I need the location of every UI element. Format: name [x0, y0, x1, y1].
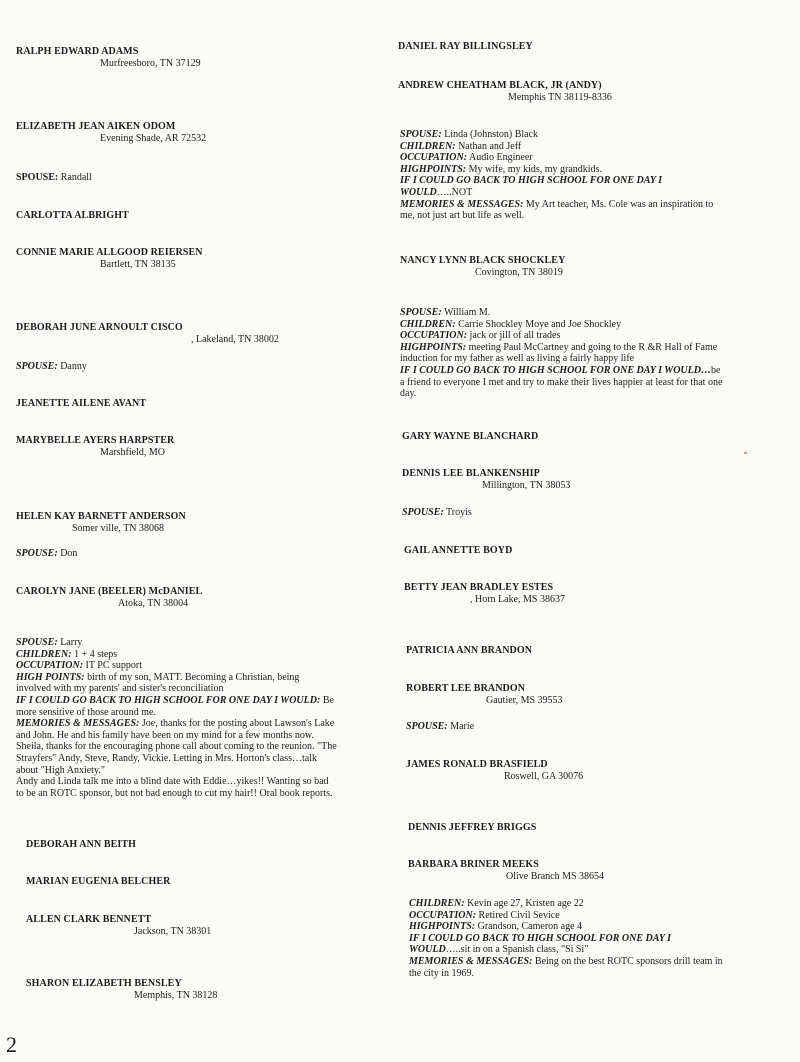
entry-black-jr — [398, 80, 760, 103]
entry-name: BETTY JEAN BRADLEY ESTES — [404, 582, 554, 593]
occupation-label: OCCUPATION: — [409, 909, 477, 921]
entry-spouse — [402, 507, 764, 519]
entry-name: CARLOTTA ALBRIGHT — [16, 210, 129, 221]
entry-name: HELEN KAY BARNETT ANDERSON — [16, 511, 186, 522]
entry-barnett-anderson — [16, 511, 376, 534]
spouse-label: SPOUSE: — [16, 637, 58, 648]
memories-value-6: Andy and Linda talk me into a blind date with Eddie…yikes!! Wanting so bad — [16, 776, 329, 788]
memories-value: Joe, thanks for the posting about Lawson's Lake — [141, 718, 335, 730]
entry-name: JEANETTE AILENE AVANT — [16, 398, 147, 409]
entry-beeler-mcdaniel — [16, 586, 376, 609]
entry-spouse — [16, 361, 376, 373]
entry-name: DEBORAH ANN BEITH — [26, 839, 137, 850]
entry-city: Somer ville, TN 38068 — [72, 522, 165, 534]
spouse-value: Troyis — [446, 507, 472, 518]
occupation-value: Retired Civil Sevice — [478, 909, 560, 921]
occupation-value: jack or jill of all trades — [469, 330, 561, 342]
entry-name: DENNIS LEE BLANKENSHIP — [402, 468, 540, 479]
entry-name: DEBORAH JUNE ARNOULT CISCO — [16, 322, 183, 333]
entry-name: ROBERT LEE BRANDON — [406, 683, 526, 694]
question-label-2: WOULD — [400, 186, 437, 198]
entry-blankenship — [402, 468, 764, 491]
spouse-value: Marie — [450, 721, 475, 732]
entry-beith — [16, 839, 376, 851]
entry-name: CONNIE MARIE ALLGOOD REIERSEN — [16, 247, 203, 258]
entry-bennett — [16, 914, 376, 937]
highpoints-value-2: involved with my parents' and sister's reconciliation — [16, 683, 224, 695]
entry-name: DENNIS JEFFREY BRIGGS — [408, 822, 537, 833]
memories-value-5: about "High Anxiety." — [16, 764, 105, 776]
entry-city: Jackson, TN 38301 — [134, 925, 212, 937]
highpoints-label: HIGHPOINTS: — [409, 921, 476, 933]
entry-arnoult-cisco — [16, 322, 376, 345]
question-answer: Be — [322, 694, 334, 706]
highpoints-label: HIGH POINTS: — [16, 671, 85, 683]
entry-city: Millington, TN 38053 — [482, 479, 571, 491]
entry-black-shockley — [400, 255, 762, 278]
entry-adams — [16, 46, 376, 69]
entry-city: Evening Shade, AR 72532 — [100, 132, 207, 144]
entry-name: NANCY LYNN BLACK SHOCKLEY — [400, 255, 566, 266]
occupation-label: OCCUPATION: — [16, 660, 84, 672]
entry-bensley — [16, 978, 376, 1001]
entry-meeks-details — [409, 898, 771, 979]
entry-name: ELIZABETH JEAN AIKEN ODOM — [16, 121, 176, 132]
highpoints-label: HIGHPOINTS: — [400, 341, 467, 353]
entry-city: Marshfield, MO — [100, 446, 165, 458]
entry-city: Covington, TN 38019 — [475, 266, 563, 278]
question-answer: …..NOT — [436, 186, 473, 198]
entry-city: Bartlett, TN 38135 — [100, 258, 176, 270]
entry-city: , Horn Lake, MS 38637 — [470, 593, 565, 605]
entry-briner-meeks — [408, 859, 770, 882]
entry-city: Gautier, MS 39553 — [486, 694, 563, 706]
spouse-label: SPOUSE: — [402, 507, 444, 518]
question-answer: …..sit in on a Spanish class, "Si Si" — [445, 944, 589, 956]
spouse-label: SPOUSE: — [16, 361, 58, 372]
spouse-label: SPOUSE: — [406, 721, 448, 732]
entry-brasfield — [406, 759, 768, 782]
spouse-label: SPOUSE: — [16, 172, 59, 183]
memories-value-3: Sheila, thanks for the encouraging phone call about coming to the reunion. "The — [16, 741, 337, 753]
question-answer-2: a friend to everyone I met and try to make their lives happier at least for that one — [400, 376, 723, 388]
memories-value-2: the city in 1969. — [409, 967, 474, 979]
entry-name: RALPH EDWARD ADAMS — [16, 46, 139, 57]
entry-billingsley — [398, 41, 760, 53]
entry-name: MARIAN EUGENIA BELCHER — [26, 876, 171, 887]
highpoints-value: My wife, my kids, my grandkids. — [468, 163, 602, 175]
entry-name: JAMES RONALD BRASFIELD — [406, 759, 548, 770]
question-label: IF I COULD GO BACK TO HIGH SCHOOL FOR ONE DAY I WOULD: — [16, 694, 321, 706]
memories-label: MEMORIES & MESSAGES: — [400, 198, 524, 210]
entry-black-details — [400, 129, 762, 222]
entry-briggs — [408, 822, 770, 834]
entry-name: ANDREW CHEATHAM BLACK, JR (ANDY) — [398, 80, 602, 91]
children-value: Nathan and Jeff — [458, 140, 522, 152]
entry-blanchard — [402, 431, 764, 443]
children-label: CHILDREN: — [409, 898, 465, 909]
spouse-label: SPOUSE: — [16, 548, 58, 559]
memories-value: My Art teacher, Ms. Cole was an inspiration to — [525, 198, 714, 210]
question-answer-3: day. — [400, 388, 417, 400]
entry-boyd — [404, 545, 766, 557]
memories-value: Being on the best ROTC sponsors drill team in — [534, 955, 723, 967]
entry-name: CAROLYN JANE (BEELER) McDANIEL — [16, 586, 203, 597]
scan-speck — [744, 452, 747, 454]
children-label: CHILDREN: — [400, 140, 456, 152]
entry-city: Roswell, GA 30076 — [504, 770, 584, 782]
entry-city: Olive Branch MS 38654 — [506, 870, 605, 882]
spouse-value: Larry — [60, 637, 83, 648]
memories-value-2: and John. He and his family have been on my mind for a few months now. — [16, 729, 314, 741]
entry-spouse — [406, 721, 768, 733]
spouse-value: Danny — [60, 361, 87, 372]
memories-label: MEMORIES & MESSAGES: — [16, 718, 140, 730]
spouse-value: Don — [60, 548, 78, 559]
entry-city: , Lakeland, TN 38002 — [191, 333, 279, 345]
question-label: IF I COULD GO BACK TO HIGH SCHOOL FOR ONE DAY I WOULD… — [400, 364, 711, 376]
entry-name: PATRICIA ANN BRANDON — [406, 645, 533, 656]
highpoints-label: HIGHPOINTS: — [400, 163, 467, 175]
entry-bradley-estes — [404, 582, 766, 605]
memories-value-2: me, not just art but life as well. — [400, 210, 525, 222]
question-answer-2: more sensitive of those around me. — [16, 706, 156, 718]
children-value: Kevin age 27, Kristen age 22 — [467, 898, 584, 909]
entry-name: GAIL ANNETTE BOYD — [404, 545, 513, 556]
entry-allgood-reiersen — [16, 247, 376, 270]
entry-city: Atoka, TN 38004 — [118, 597, 189, 609]
memories-value-7: to be an ROTC sponsor, but not bad enough to cut my hair!! Oral book reports. — [16, 787, 333, 799]
entry-name: GARY WAYNE BLANCHARD — [402, 431, 539, 442]
children-label: CHILDREN: — [400, 318, 456, 330]
spouse-label: SPOUSE: — [400, 129, 442, 140]
occupation-label: OCCUPATION: — [400, 330, 468, 342]
entry-spouse — [16, 548, 376, 560]
entry-avant — [16, 398, 376, 410]
spouse-label: SPOUSE: — [400, 307, 442, 318]
question-label-2: WOULD — [409, 944, 446, 956]
highpoints-value: Grandson, Cameron age 4 — [477, 921, 583, 933]
entry-albright — [16, 210, 376, 222]
entry-robert-brandon — [406, 683, 768, 706]
entry-belcher — [16, 876, 376, 888]
question-label: IF I COULD GO BACK TO HIGH SCHOOL FOR ONE DAY I — [400, 175, 662, 187]
spouse-value: Linda (Johnston) Black — [444, 129, 539, 140]
spouse-value: William M. — [444, 307, 491, 318]
entry-name: BARBARA BRINER MEEKS — [408, 859, 539, 870]
entry-name: DANIEL RAY BILLINGSLEY — [398, 41, 533, 52]
entry-city: Murfreesboro, TN 37129 — [100, 57, 201, 69]
children-value: Carrie Shockley Moye and Joe Shockley — [458, 318, 622, 330]
question-label: IF I COULD GO BACK TO HIGH SCHOOL FOR ONE DAY I — [409, 932, 671, 944]
children-value: 1 + 4 steps — [74, 648, 118, 660]
question-answer: be — [710, 364, 721, 376]
entry-patricia-brandon — [406, 645, 768, 657]
highpoints-value: birth of my son, MATT. Becoming a Christian, being — [87, 671, 300, 683]
entry-name: SHARON ELIZABETH BENSLEY — [26, 978, 182, 989]
entry-city: Memphis, TN 38128 — [134, 989, 218, 1001]
entry-aiken-odom — [16, 121, 376, 144]
entry-spouse — [16, 172, 376, 184]
memories-value-4: Strayfers" Andy, Steve, Randy, Vickie. Letting in Mrs. Horton's class…talk — [16, 752, 317, 764]
entry-name: ALLEN CLARK BENNETT — [26, 914, 152, 925]
highpoints-value: meeting Paul McCartney and going to the R &R Hall of Fame — [468, 341, 718, 353]
highpoints-value-2: induction for my father as well as living a fairly happy life — [400, 353, 635, 365]
entry-ayers-harpster — [16, 435, 376, 458]
spouse-value: Randall — [60, 172, 92, 183]
entry-shockley-details — [400, 307, 760, 400]
entry-beeler-details — [16, 637, 378, 799]
memories-label: MEMORIES & MESSAGES: — [409, 955, 533, 967]
occupation-label: OCCUPATION: — [400, 152, 468, 164]
entry-city: Memphis TN 38119-8336 — [508, 91, 612, 103]
occupation-value: IT PC support — [85, 660, 143, 672]
children-label: CHILDREN: — [16, 648, 72, 660]
page-number: 2 — [6, 1032, 17, 1057]
entry-name: MARYBELLE AYERS HARPSTER — [16, 435, 175, 446]
occupation-value: Audio Engineer — [469, 152, 533, 164]
